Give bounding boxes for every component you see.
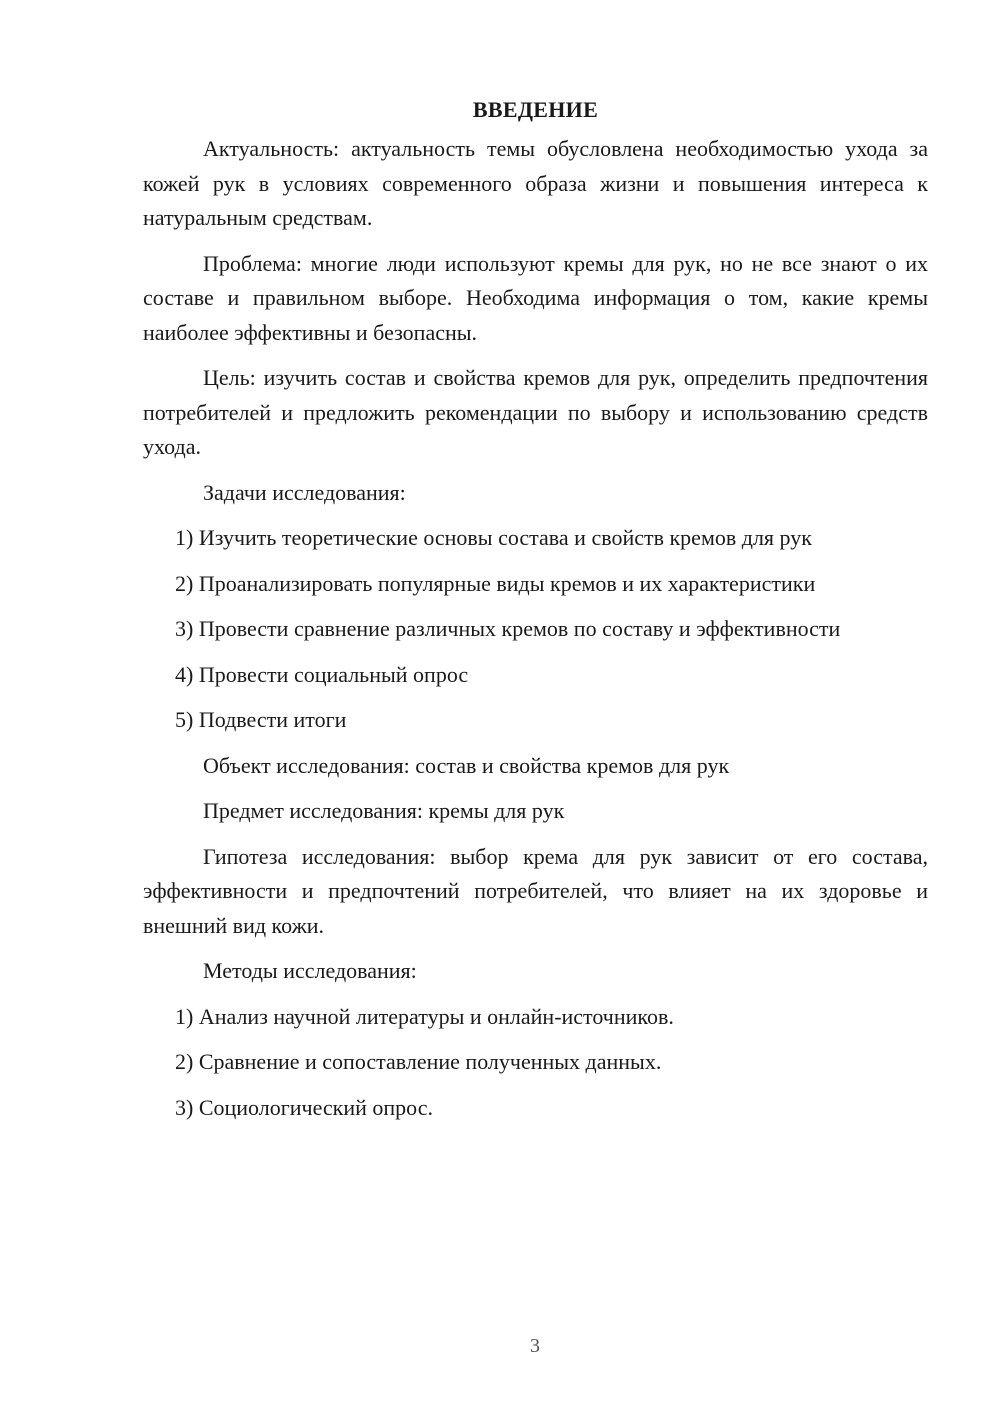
object-line: Объект исследования: состав и свойства кремов для рук	[203, 752, 730, 778]
tasks-heading: Задачи исследования:	[203, 479, 406, 505]
list-item: 3) Социологический опрос.	[175, 1094, 433, 1120]
methods-list	[143, 1000, 928, 1126]
list-item: 1) Изучить теоретические основы состава и свойств кремов для рук	[175, 525, 812, 550]
page-number: 3	[530, 1335, 540, 1357]
document-body	[143, 92, 928, 1136]
tasks-list	[143, 521, 928, 738]
problem-paragraph: Проблема: многие люди используют кремы для рук, но не все знают о их составе и правильном выборе. Необходима информация о том, какие кремы наиболее эффективны и безопасны.	[143, 250, 928, 345]
list-item: 1) Анализ научной литературы и онлайн-источников.	[175, 1003, 674, 1029]
list-item: 2) Сравнение и сопоставление полученных данных.	[175, 1049, 662, 1074]
relevance-paragraph: Актуальность: актуальность темы обусловлена необходимостью ухода за кожей рук в условиях современного образа жизни и повышения интереса к натуральным средствам.	[143, 136, 928, 230]
list-item: 3) Провести сравнение различных кремов по составу и эффективности	[175, 616, 841, 641]
list-item: 4) Провести социальный опрос	[175, 661, 469, 687]
section-title: ВВЕДЕНИЕ	[472, 97, 599, 122]
goal-paragraph: Цель: изучить состав и свойства кремов для рук, определить предпочтения потребителей и предложить рекомендации по выбору и использованию средств ухода.	[143, 365, 928, 459]
list-item: 5) Подвести итоги	[175, 707, 347, 732]
subject-line: Предмет исследования: кремы для рук	[203, 798, 565, 823]
list-item: 2) Проанализировать популярные виды кремов и их характеристики	[175, 570, 816, 596]
hypothesis-paragraph: Гипотеза исследования: выбор крема для рук зависит от его состава, эффективности и предпочтений потребителей, что влияет на их здоровье и внешний вид кожи.	[143, 843, 928, 938]
methods-heading: Методы исследования:	[203, 958, 417, 983]
